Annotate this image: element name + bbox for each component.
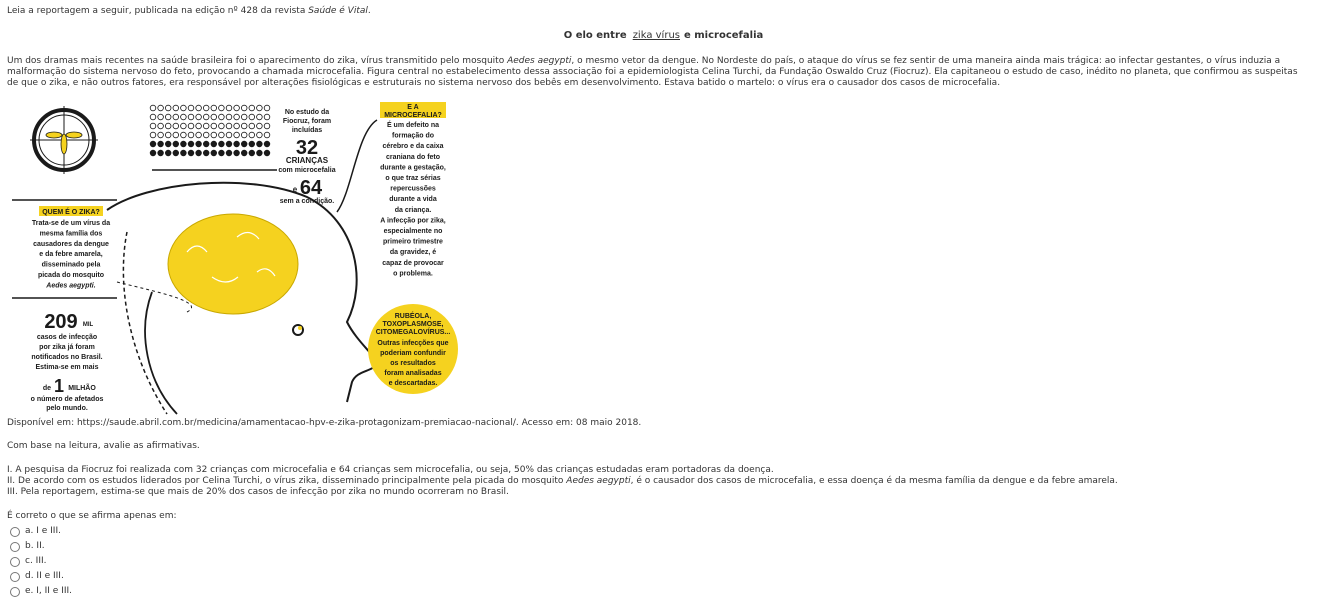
million-line-1: o número de afetados (30, 396, 104, 403)
statement-1: I. A pesquisa da Fiocruz foi realizada com 32 crianças com microcefalia e 64 crianças sem microcefalia, ou seja, 50% das crianças estudadas eram portadoras da doença. (7, 465, 774, 475)
intro-text (7, 6, 371, 17)
micro-lines-12: primeiro trimestre (383, 238, 443, 246)
dot-with-microcephaly (226, 150, 232, 156)
dot-without-microcephaly (181, 114, 187, 120)
dot-without-microcephaly (219, 132, 225, 138)
option-e[interactable] (10, 584, 72, 599)
dot-without-microcephaly (241, 114, 247, 120)
dot-with-microcephaly (249, 150, 255, 156)
dot-without-microcephaly (188, 123, 194, 129)
zika-title: QUEM É O ZIKA? (42, 209, 100, 216)
cases-lines-2: por zika já foram (39, 344, 95, 351)
dot-without-microcephaly (249, 114, 255, 120)
dot-without-microcephaly (165, 105, 171, 111)
dot-with-microcephaly (165, 141, 171, 147)
dot-with-microcephaly (234, 150, 240, 156)
children-with-label-1: CRIANÇAS (285, 156, 329, 165)
dot-with-microcephaly (234, 141, 240, 147)
statement-2-species: Aedes aegypti (566, 476, 631, 486)
radio-button[interactable] (10, 557, 20, 567)
dot-without-microcephaly (181, 105, 187, 111)
dot-with-microcephaly (257, 141, 263, 147)
dot-with-microcephaly (211, 150, 217, 156)
option-label: d. II e III. (25, 571, 64, 581)
dot-without-microcephaly (165, 123, 171, 129)
million-line-2: pelo mundo. (46, 405, 88, 412)
radio-button[interactable] (10, 587, 20, 597)
dot-without-microcephaly (173, 123, 179, 129)
other-title-2: TOXOPLASMOSE, (382, 321, 444, 328)
dot-without-microcephaly (150, 114, 156, 120)
cases-lines-4: Estima-se em mais (35, 364, 99, 371)
micro-lines-15: o problema. (393, 270, 433, 278)
dot-without-microcephaly (241, 105, 247, 111)
statement-2 (7, 476, 1118, 487)
cases-block (31, 311, 104, 412)
micro-lines-5: durante a gestação, (380, 164, 446, 172)
zika-lines-4: e da febre amarela, (39, 251, 103, 259)
zika-lines-5: disseminado pela (41, 261, 101, 269)
dot-without-microcephaly (234, 114, 240, 120)
cases-unit: MIL (82, 322, 94, 328)
cases-number: 209 (44, 311, 78, 333)
question-prompt: É correto o que se afirma apenas em: (7, 511, 177, 521)
dot-without-microcephaly (150, 123, 156, 129)
dot-without-microcephaly (196, 114, 202, 120)
other-title-3: CITOMEGALOVÍRUS... (375, 329, 451, 336)
title-prefix: O elo entre (563, 30, 627, 41)
brain-illustration (168, 214, 298, 314)
dot-with-microcephaly (158, 141, 164, 147)
dot-without-microcephaly (188, 132, 194, 138)
dot-without-microcephaly (226, 132, 232, 138)
dot-without-microcephaly (241, 132, 247, 138)
zika-lines-1: Trata-se de um vírus da (31, 220, 111, 227)
dot-with-microcephaly (241, 141, 247, 147)
dot-with-microcephaly (219, 150, 225, 156)
children-with-label-2: com microcefalia (278, 167, 336, 174)
dot-without-microcephaly (203, 114, 209, 120)
dot-with-microcephaly (257, 150, 263, 156)
other-lines-2: poderiam confundir (380, 350, 446, 357)
dot-without-microcephaly (249, 105, 255, 111)
cases-lines-3: notificados no Brasil. (31, 354, 103, 361)
intro-suffix: . (367, 6, 371, 16)
dot-without-microcephaly (226, 123, 232, 129)
statements (7, 465, 1118, 498)
dot-with-microcephaly (188, 150, 194, 156)
dot-without-microcephaly (158, 123, 164, 129)
dot-with-microcephaly (219, 141, 225, 147)
dot-with-microcephaly (226, 141, 232, 147)
children-without-prefix: e (292, 185, 298, 194)
dot-without-microcephaly (234, 132, 240, 138)
dot-without-microcephaly (165, 114, 171, 120)
dot-without-microcephaly (211, 123, 217, 129)
micro-lines-14: capaz de provocar (382, 259, 444, 267)
dot-without-microcephaly (234, 123, 240, 129)
dot-without-microcephaly (158, 132, 164, 138)
dot-without-microcephaly (188, 105, 194, 111)
dot-without-microcephaly (264, 105, 270, 111)
dot-without-microcephaly (249, 132, 255, 138)
dot-without-microcephaly (249, 123, 255, 129)
micro-lines-4: craniana do feto (385, 153, 441, 161)
dot-without-microcephaly (219, 105, 225, 111)
dot-without-microcephaly (257, 132, 263, 138)
radio-button[interactable] (10, 542, 20, 552)
dot-without-microcephaly (211, 114, 217, 120)
dot-with-microcephaly (150, 141, 156, 147)
question-intro: Com base na leitura, avalie as afirmativas. (7, 441, 200, 451)
article-title (0, 30, 1327, 41)
dot-without-microcephaly (165, 132, 171, 138)
zika-lines-3: causadores da dengue (33, 240, 109, 248)
dot-without-microcephaly (158, 105, 164, 111)
dot-with-microcephaly (264, 150, 270, 156)
option-c[interactable] (10, 554, 72, 569)
children-without-label: sem a condição. (279, 198, 335, 205)
dot-without-microcephaly (173, 105, 179, 111)
infographic (7, 102, 467, 418)
dot-without-microcephaly (203, 123, 209, 129)
dot-with-microcephaly (249, 141, 255, 147)
other-lines-3: os resultados (390, 360, 436, 367)
option-label: b. II. (25, 541, 45, 551)
zika-lines-6: picada do mosquito (37, 272, 105, 279)
dot-with-microcephaly (181, 141, 187, 147)
microcephaly-block (380, 102, 446, 277)
dot-without-microcephaly (173, 114, 179, 120)
million-unit: MILHÃO (68, 385, 96, 392)
dot-with-microcephaly (196, 150, 202, 156)
article-paragraph (7, 56, 1307, 89)
dot-without-microcephaly (196, 123, 202, 129)
statement-2b: , é o causador dos casos de microcefalia, e essa doença é da mesma família da dengue e da febre amarela. (630, 476, 1118, 486)
other-lines-4: foram analisadas (384, 370, 442, 377)
dot-without-microcephaly (219, 114, 225, 120)
option-label: c. III. (25, 556, 47, 566)
magazine-name: Saúde é Vital (308, 6, 368, 16)
micro-lines-2: formação do (391, 132, 435, 140)
study-line-1: No estudo da (284, 109, 330, 116)
dot-with-microcephaly (188, 141, 194, 147)
para-part-1: Um dos dramas mais recentes na saúde brasileira foi o aparecimento do zika, vírus transmitido pelo mosquito (7, 56, 508, 66)
option-b[interactable] (10, 539, 72, 554)
other-infections-circle (368, 304, 458, 394)
micro-lines-9: da criança. (394, 206, 432, 214)
dot-without-microcephaly (241, 123, 247, 129)
dot-without-microcephaly (203, 132, 209, 138)
dot-without-microcephaly (181, 132, 187, 138)
micro-lines-11: especialmente no (383, 228, 443, 235)
dot-without-microcephaly (226, 105, 232, 111)
dot-with-microcephaly (158, 150, 164, 156)
dot-without-microcephaly (257, 114, 263, 120)
children-with-count: 32 (295, 137, 319, 159)
intro-prefix: Leia a reportagem a seguir, publicada na edição nº 428 da revista (7, 6, 309, 16)
dot-without-microcephaly (173, 132, 179, 138)
option-label: a. I e III. (25, 526, 61, 536)
dot-with-microcephaly (203, 141, 209, 147)
zika-block (32, 206, 110, 289)
radio-button[interactable] (10, 527, 20, 537)
option-d[interactable] (10, 569, 72, 584)
dot-without-microcephaly (257, 123, 263, 129)
dot-with-microcephaly (173, 141, 179, 147)
dot-without-microcephaly (219, 123, 225, 129)
answer-options (10, 524, 72, 599)
other-lines-1: Outras infecções que (377, 340, 449, 347)
dot-without-microcephaly (188, 114, 194, 120)
dot-with-microcephaly (241, 150, 247, 156)
dot-without-microcephaly (264, 132, 270, 138)
dot-without-microcephaly (226, 114, 232, 120)
title-suffix: e microcefalia (684, 30, 764, 41)
dot-without-microcephaly (203, 105, 209, 111)
statement-2a: II. De acordo com os estudos liderados por Celina Turchi, o vírus zika, disseminado principalmente pela picada do mosquito (7, 476, 567, 486)
dot-without-microcephaly (150, 105, 156, 111)
dot-with-microcephaly (165, 150, 171, 156)
dot-without-microcephaly (150, 132, 156, 138)
children-without-count: 64 (299, 177, 323, 199)
micro-lines-13: da gravidez, é (389, 249, 437, 257)
radio-button[interactable] (10, 572, 20, 582)
dot-with-microcephaly (173, 150, 179, 156)
option-label: e. I, II e III. (25, 586, 73, 596)
dot-with-microcephaly (264, 141, 270, 147)
study-line-2: Fiocruz, foram (282, 118, 332, 125)
children-dot-grid (150, 105, 270, 156)
cases-lines-1: casos de infecção (36, 334, 98, 341)
dot-without-microcephaly (234, 105, 240, 111)
para-part-2: , o mesmo vetor da dengue. No Nordeste do país, o ataque do vírus se fez sentir de uma maneira ainda mais trágica: ao infectar gestantes, o vírus induzia a malformação do sistema nervoso do feto, provocando a chamada microcefalia. Figura central no estabelecimento dessa associação foi a epidemiologista Celina Turchi, da Fundação Oswaldo Cruz (Fiocruz). Ela capitaneou o estudo de caso, inédito no planeta, que confirmou as suspeitas de que o zika, e não outros fatores, era responsável por alterações fisiológicas e estruturais no sistema nervoso dos bebês em desenvolvimento. Estava batido o martelo: o vírus era o causador dos casos de microcefalia. (7, 56, 1298, 88)
dot-without-microcephaly (196, 132, 202, 138)
dot-without-microcephaly (264, 123, 270, 129)
zika-link[interactable]: zika vírus (632, 30, 680, 41)
dot-with-microcephaly (203, 150, 209, 156)
dot-with-microcephaly (181, 150, 187, 156)
dot-without-microcephaly (211, 105, 217, 111)
dot-without-microcephaly (181, 123, 187, 129)
zika-lines-2: mesma família dos (39, 230, 103, 238)
dot-without-microcephaly (264, 114, 270, 120)
million-prefix: de (42, 385, 52, 392)
dot-with-microcephaly (196, 141, 202, 147)
micro-lines-10: A infecção por zika, (380, 217, 446, 225)
study-line-3: incluídas (291, 127, 323, 134)
micro-lines-7: repercussões (390, 185, 436, 193)
micro-lines-1: É um defeito na (386, 122, 440, 129)
statement-3: III. Pela reportagem, estima-se que mais de 20% dos casos de infecção por zika no mundo ocorreram no Brasil. (7, 487, 509, 497)
species-name: Aedes aegypti (507, 56, 572, 66)
other-lines-5: e descartadas. (388, 380, 438, 387)
dot-without-microcephaly (257, 105, 263, 111)
source-citation: Disponível em: https://saude.abril.com.br/medicina/amamentacao-hpv-e-zika-protagonizam-premiacao-nacional/. Acesso em: 08 maio 2018. (7, 418, 642, 428)
other-title-1: RUBÉOLA, (394, 313, 432, 320)
micro-title-2: MICROCEFALIA? (384, 112, 442, 119)
dot-without-microcephaly (158, 114, 164, 120)
dot-with-microcephaly (211, 141, 217, 147)
mosquito-icon (30, 106, 98, 174)
option-a[interactable] (10, 524, 72, 539)
micro-lines-3: cérebro e da caixa (382, 143, 444, 151)
micro-lines-6: o que traz sérias (385, 175, 441, 182)
dot-without-microcephaly (196, 105, 202, 111)
micro-title-1: E A (407, 104, 419, 111)
zika-lines-7: Aedes aegypti. (46, 282, 96, 290)
micro-lines-8: durante a vida (389, 196, 437, 204)
dot-without-microcephaly (211, 132, 217, 138)
million-number: 1 (53, 376, 65, 396)
dot-with-microcephaly (150, 150, 156, 156)
